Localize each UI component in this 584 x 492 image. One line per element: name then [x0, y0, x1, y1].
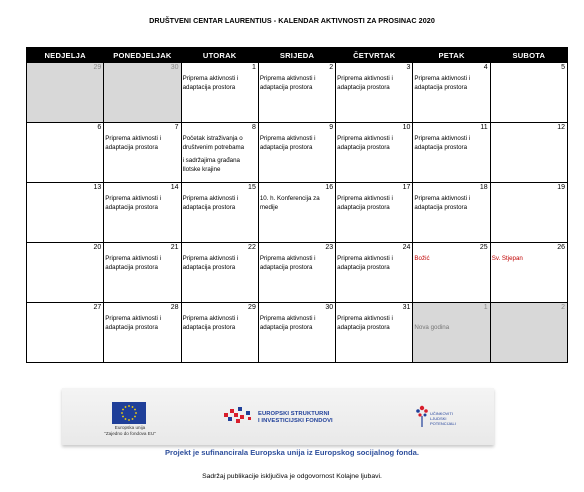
- calendar-day-cell[interactable]: [413, 183, 490, 243]
- calendar-day-cell[interactable]: [258, 63, 335, 123]
- calendar-day-cell[interactable]: [490, 183, 567, 243]
- day-event: [414, 74, 488, 92]
- weekday-header: SUBOTA: [490, 48, 567, 63]
- calendar-week-row: [27, 123, 568, 183]
- weekday-header: UTORAK: [181, 48, 258, 63]
- day-event: [260, 74, 334, 92]
- day-number: 21: [170, 244, 179, 251]
- calendar-table: [26, 47, 568, 363]
- day-event: [260, 194, 334, 212]
- calendar-day-cell[interactable]: [413, 123, 490, 183]
- day-number: 6: [97, 124, 102, 131]
- day-number: 25: [479, 244, 488, 251]
- day-event: [337, 194, 411, 212]
- zaklada-logo-text: UČINKOVITI LJUDSKI POTENCIJALI: [430, 411, 456, 426]
- day-number: 8: [251, 124, 256, 131]
- weekday-header: SRIJEDA: [258, 48, 335, 63]
- day-number: 20: [93, 244, 102, 251]
- day-number: 27: [93, 304, 102, 311]
- calendar-week-row: [27, 303, 568, 363]
- day-number: 14: [170, 184, 179, 191]
- calendar-day-cell[interactable]: [490, 63, 567, 123]
- calendar-day-cell[interactable]: [104, 63, 181, 123]
- calendar-day-cell[interactable]: [181, 243, 258, 303]
- day-event: [183, 134, 257, 174]
- day-number: 24: [402, 244, 411, 251]
- calendar-day-cell[interactable]: [27, 303, 104, 363]
- event-text: Božić: [414, 255, 430, 262]
- calendar-day-cell[interactable]: [336, 183, 413, 243]
- event-text: Priprema aktivnosti i adaptacija prostora: [337, 75, 393, 91]
- calendar-day-cell[interactable]: [258, 183, 335, 243]
- event-text: Priprema aktivnosti i adaptacija prostora: [414, 195, 471, 211]
- weekday-header: ČETVRTAK: [336, 48, 413, 63]
- event-text: Priprema aktivnosti i adaptacija prostora: [259, 75, 316, 91]
- day-event: [183, 74, 257, 92]
- event-text: Priprema aktivnosti i adaptacija prostora: [259, 315, 316, 331]
- day-number: 13: [93, 184, 102, 191]
- calendar-day-cell[interactable]: [104, 243, 181, 303]
- calendar-day-cell[interactable]: [104, 303, 181, 363]
- day-number: 17: [402, 184, 411, 191]
- funding-statement: Projekt je sufinancirala Europska unija iz Europskog socijalnog fonda.: [164, 448, 420, 457]
- calendar-day-cell[interactable]: [104, 123, 181, 183]
- calendar-day-cell[interactable]: [258, 303, 335, 363]
- day-number: 16: [325, 184, 334, 191]
- day-event: [337, 314, 411, 332]
- calendar-day-cell[interactable]: [27, 183, 104, 243]
- event-text: Priprema aktivnosti i adaptacija prostora: [182, 75, 239, 91]
- event-text: Početak istraživanja o društvenim potrebama: [182, 135, 245, 151]
- event-text: Priprema aktivnosti i adaptacija prostora: [105, 195, 161, 211]
- calendar-day-cell[interactable]: [336, 63, 413, 123]
- calendar-title: DRUŠTVENI CENTAR LAURENTIUS - KALENDAR AKTIVNOSTI ZA PROSINAC 2020: [149, 16, 435, 25]
- day-event: [183, 194, 257, 212]
- day-event: [337, 134, 411, 152]
- day-event: [337, 74, 411, 92]
- day-event: [414, 254, 488, 263]
- day-event: [492, 254, 566, 263]
- day-event: [183, 254, 257, 272]
- calendar-day-cell[interactable]: [490, 243, 567, 303]
- day-number: 7: [174, 124, 179, 131]
- calendar-day-cell[interactable]: [258, 123, 335, 183]
- calendar-week-row: [27, 243, 568, 303]
- weekday-header: NEDJELJA: [27, 48, 104, 63]
- calendar-day-cell[interactable]: [336, 303, 413, 363]
- day-number: 2: [329, 64, 334, 71]
- event-text: Priprema aktivnosti i adaptacija prostora: [337, 195, 393, 211]
- calendar-day-cell[interactable]: [336, 123, 413, 183]
- day-number: 1: [483, 304, 488, 311]
- day-event: [414, 194, 488, 212]
- calendar-day-cell[interactable]: [181, 123, 258, 183]
- day-number: 31: [402, 304, 411, 311]
- disclaimer: Sadržaj publikacije isključiva je odgovornost Kolajne ljubavi.: [202, 473, 382, 480]
- day-number: 3: [406, 64, 411, 71]
- day-number: 12: [557, 124, 565, 131]
- calendar-week-row: [27, 183, 568, 243]
- day-number: 9: [329, 124, 334, 131]
- event-text: 10. h. Konferencija za medije: [259, 195, 320, 211]
- day-number: 11: [480, 124, 488, 131]
- event-text: Priprema aktivnosti i adaptacija prostora: [105, 315, 161, 331]
- day-number: 18: [479, 184, 488, 191]
- day-event: [105, 194, 179, 212]
- day-event: [414, 323, 488, 332]
- day-event: [260, 254, 334, 272]
- calendar-day-cell[interactable]: [181, 63, 258, 123]
- day-number: 26: [557, 244, 565, 251]
- event-text-continued: i sadržajima građana Ilotske krajine: [182, 157, 240, 173]
- event-text: Priprema aktivnosti i adaptacija prostora: [337, 135, 393, 151]
- day-number: 29: [93, 64, 102, 71]
- calendar-day-cell[interactable]: [413, 63, 490, 123]
- day-number: 30: [170, 64, 179, 71]
- weekday-header-row: [27, 48, 568, 63]
- weekday-header: PONEDJELJAK: [104, 48, 181, 63]
- event-text: Priprema aktivnosti i adaptacija prostora: [182, 195, 239, 211]
- day-number: 19: [557, 184, 565, 191]
- day-event: [105, 314, 179, 332]
- day-event: [105, 254, 179, 272]
- day-number: 15: [248, 184, 256, 191]
- day-number: 10: [402, 124, 411, 131]
- calendar-day-cell[interactable]: [413, 243, 490, 303]
- event-text: Priprema aktivnosti i adaptacija prostora: [414, 75, 471, 91]
- calendar-day-cell[interactable]: [27, 123, 104, 183]
- calendar-body: [27, 63, 568, 363]
- eu-label: Europska unija "Zajedno do fondova EU": [104, 425, 156, 436]
- weekday-header: PETAK: [413, 48, 490, 63]
- croatian-checker-icon: [222, 405, 256, 432]
- calendar-day-cell[interactable]: [181, 303, 258, 363]
- calendar-day-cell[interactable]: [490, 303, 567, 363]
- day-number: 22: [248, 244, 256, 251]
- day-number: 29: [248, 304, 256, 311]
- day-number: 30: [325, 304, 334, 311]
- event-text: Priprema aktivnosti i adaptacija prostora: [259, 135, 316, 151]
- calendar-day-cell[interactable]: [258, 243, 335, 303]
- event-text: Priprema aktivnosti i adaptacija prostora: [105, 135, 161, 151]
- calendar-day-cell[interactable]: [181, 183, 258, 243]
- day-event: [105, 134, 179, 152]
- day-number: 5: [561, 64, 565, 71]
- eu-funding-banner: [62, 388, 494, 445]
- event-text: Priprema aktivnosti i adaptacija prostora: [182, 255, 239, 271]
- calendar-day-cell[interactable]: [27, 243, 104, 303]
- event-text: Priprema aktivnosti i adaptacija prostora: [259, 255, 316, 271]
- day-event: [337, 254, 411, 272]
- day-number: 23: [325, 244, 334, 251]
- day-event: [414, 134, 488, 152]
- esif-logo-text: [258, 411, 333, 425]
- event-text: Priprema aktivnosti i adaptacija prostora: [337, 255, 393, 271]
- esif-line2: I INVESTICIJSKI FONDOVI: [258, 418, 333, 424]
- flower-logo-icon: [414, 402, 430, 435]
- esif-line1: EUROPSKI STRUKTURNI: [258, 411, 330, 417]
- day-number: 2: [561, 304, 565, 311]
- calendar-day-cell[interactable]: [336, 243, 413, 303]
- event-text: Priprema aktivnosti i adaptacija prostora: [337, 315, 393, 331]
- calendar-day-cell[interactable]: [413, 303, 490, 363]
- calendar-day-cell[interactable]: [490, 123, 567, 183]
- day-event: [260, 314, 334, 332]
- event-text: Sv. Stjepan: [491, 255, 523, 262]
- day-number: 28: [170, 304, 179, 311]
- event-text: Priprema aktivnosti i adaptacija prostora: [105, 255, 161, 271]
- calendar-day-cell[interactable]: [104, 183, 181, 243]
- day-number: 4: [483, 64, 488, 71]
- calendar-week-row: [27, 63, 568, 123]
- calendar-day-cell[interactable]: [27, 63, 104, 123]
- event-text: Nova godina: [414, 324, 450, 331]
- event-text: Priprema aktivnosti i adaptacija prostora: [414, 135, 471, 151]
- day-event: [260, 134, 334, 152]
- day-number: 1: [251, 64, 256, 71]
- day-event: [183, 314, 257, 332]
- event-text: Priprema aktivnosti i adaptacija prostora: [182, 315, 239, 331]
- eu-flag-icon: [112, 402, 146, 424]
